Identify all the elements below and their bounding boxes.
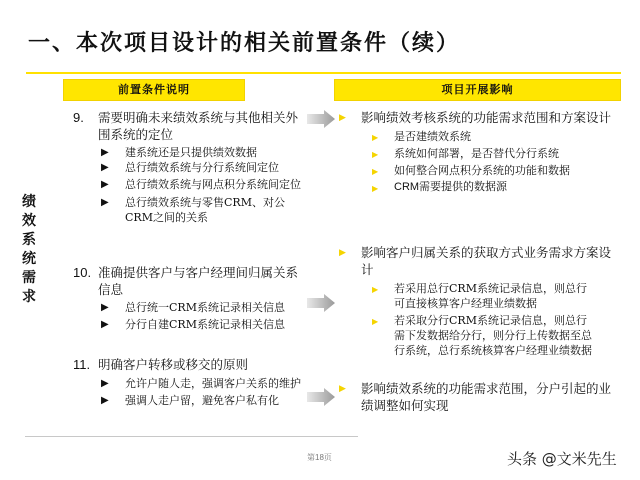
sub-item: ▶ 若采用总行CRM系统记录信息，则总行可直接核算客户经理业绩数据 xyxy=(372,282,587,310)
yellow-triangle-bullet-icon: ▶ xyxy=(339,384,346,394)
impact-item-2 xyxy=(339,244,614,358)
sub-item: ▶ 分行自建CRM系统记录相关信息 xyxy=(101,318,285,331)
sub-item: ▶ 总行绩效系统与分行系统间定位 xyxy=(101,161,279,174)
item-text: 影响客户归属关系的获取方式业务需求方案设计 xyxy=(361,245,612,277)
sub-item: ▶ CRM需要提供的数据源 xyxy=(339,180,594,195)
watermark: 头条 @文米先生 xyxy=(507,450,617,468)
gray-arrow-right-icon xyxy=(307,388,335,406)
sub-item: ▶ 系统如何部署，是否替代分行系统 xyxy=(372,147,559,160)
sub-item: ▶ 若采取分行CRM系统记录信息，则总行需下发数据给分行，则分行上传数据至总行系统，总行系统核算客户经理业绩数据 xyxy=(372,314,592,357)
yellow-triangle-bullet-icon: ▶ xyxy=(372,184,379,193)
black-triangle-bullet-icon: ▶ xyxy=(101,302,109,313)
sub-item: ▶ 总行绩效系统与零售CRM、对公CRM之间的关系 xyxy=(101,196,285,224)
black-triangle-bullet-icon: ▶ xyxy=(101,147,109,158)
title-divider xyxy=(26,72,621,74)
item-text: 需要明确未来绩效系统与其他相关外围系统的定位 xyxy=(98,110,299,142)
yellow-triangle-bullet-icon: ▶ xyxy=(339,113,346,123)
black-triangle-bullet-icon: ▶ xyxy=(101,197,109,208)
sub-item: ▶ 是否建绩效系统 xyxy=(372,130,471,143)
precondition-item-11 xyxy=(73,356,305,408)
item-text: 影响绩效考核系统的功能需求范围和方案设计 xyxy=(361,110,612,125)
footer-divider xyxy=(25,436,358,437)
column-header-impact: 项目开展影响 xyxy=(334,79,621,101)
page-number: 第18页 xyxy=(307,453,332,462)
precondition-item-9 xyxy=(73,109,305,225)
gray-arrow-right-icon xyxy=(307,294,335,312)
sub-item: ▶ 总行统一CRM系统记录相关信息 xyxy=(101,301,285,314)
impact-item-3 xyxy=(339,380,614,414)
gray-arrow-right-icon xyxy=(307,110,335,128)
yellow-triangle-bullet-icon: ▶ xyxy=(372,150,379,159)
item-number: 11. xyxy=(73,357,91,372)
yellow-triangle-bullet-icon: ▶ xyxy=(372,317,379,326)
yellow-triangle-bullet-icon: ▶ xyxy=(372,167,379,176)
item-number: 10. xyxy=(73,265,92,280)
black-triangle-bullet-icon: ▶ xyxy=(101,162,109,173)
yellow-triangle-bullet-icon: ▶ xyxy=(372,285,379,294)
precondition-item-10 xyxy=(73,264,305,332)
black-triangle-bullet-icon: ▶ xyxy=(101,395,109,406)
sub-item: ▶ 如何整合网点积分系统的功能和数据 xyxy=(372,164,570,177)
sub-item: ▶ 允许户随人走，强调客户关系的维护 xyxy=(101,377,301,390)
sub-item: ▶ 建系统还是只提供绩效数据 xyxy=(101,146,257,159)
black-triangle-bullet-icon: ▶ xyxy=(101,179,109,190)
item-number: 9. xyxy=(73,110,84,125)
page-title: 一、本次项目设计的相关前置条件（续） xyxy=(28,30,461,56)
column-header-preconditions: 前置条件说明 xyxy=(63,79,245,101)
impact-item-1 xyxy=(339,109,614,195)
side-label: 绩效系统需求 xyxy=(22,194,36,305)
item-text: 影响绩效系统的功能需求范围，分户引起的业绩调整如何实现 xyxy=(361,381,612,413)
item-text: 明确客户转移或移交的原则 xyxy=(98,357,249,372)
yellow-triangle-bullet-icon: ▶ xyxy=(339,248,346,258)
item-text: 准确提供客户与客户经理间归属关系信息 xyxy=(98,265,299,297)
yellow-triangle-bullet-icon: ▶ xyxy=(372,133,379,142)
sub-item: ▶ 总行绩效系统与网点积分系统间定位 xyxy=(101,178,301,191)
sub-item: ▶ 强调人走户留，避免客户私有化 xyxy=(101,394,279,407)
black-triangle-bullet-icon: ▶ xyxy=(101,378,109,389)
black-triangle-bullet-icon: ▶ xyxy=(101,319,109,330)
